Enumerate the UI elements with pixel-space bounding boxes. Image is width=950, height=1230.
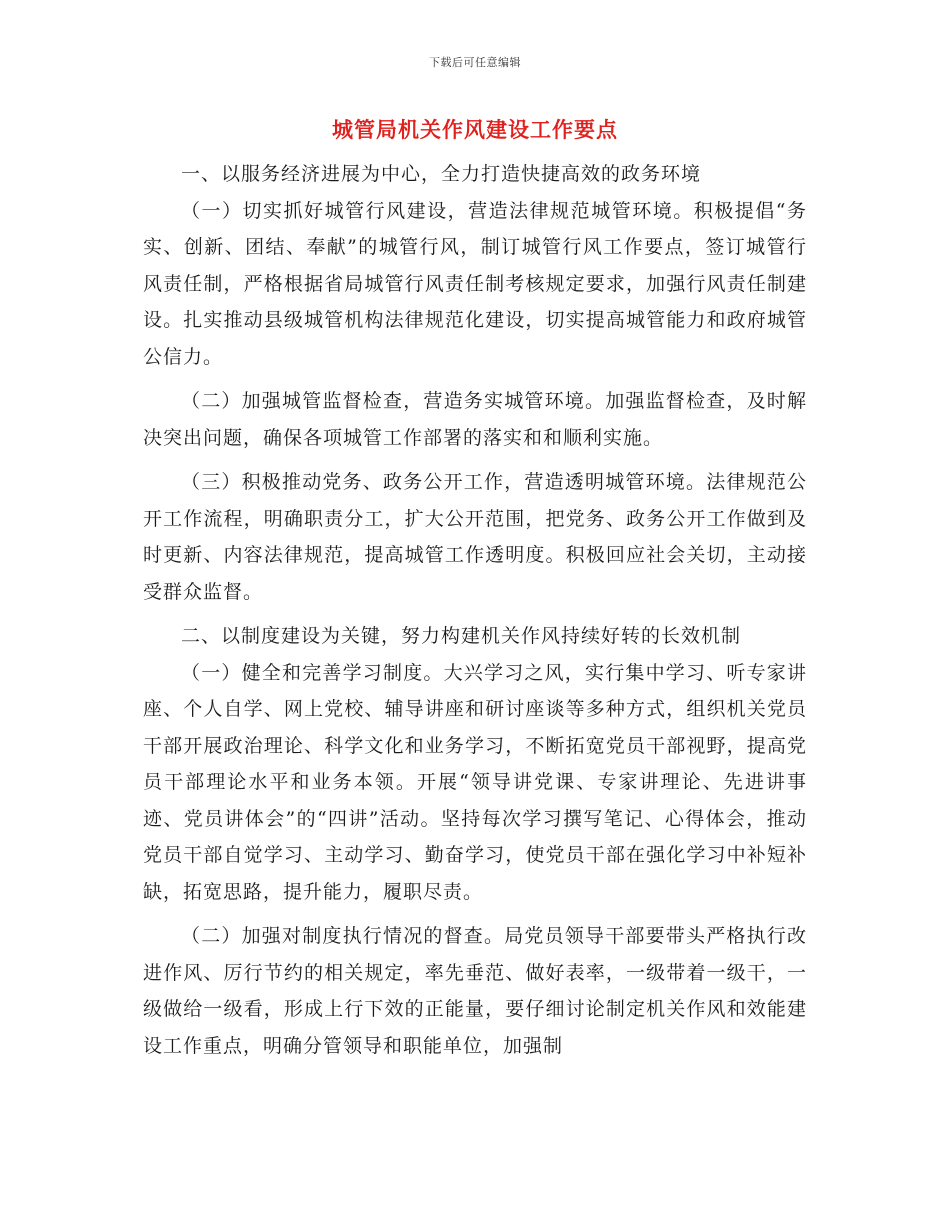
paragraph-1-2: （二）加强城管监督检查，营造务实城管环境。加强监督检查，及时解决突出问题，确保各项城管工作部署的落实和和顺利实施。 [143, 390, 807, 449]
paragraph-1-1: （一）切实抓好城管行风建设，营造法律规范城管环境。积极提倡“务实、创新、团结、奉献”的城管行风，制订城管行风工作要点，签订城管行风责任制，严格根据省局城管行风责任制考核规定要求，加强行风责任制建设。扎实推动县级城管机构法律规范化建设，切实提高城管能力和政府城管公信力。 [143, 199, 807, 368]
paragraph-1-3: （三）积极推动党务、政务公开工作，营造透明城管环境。法律规范公开工作流程，明确职责分工，扩大公开范围，把党务、政务公开工作做到及时更新、内容法律规范，提高城管工作透明度。积极回应社会关切，主动接受群众监督。 [143, 471, 807, 603]
paragraph-2-1: （一）健全和完善学习制度。大兴学习之风，实行集中学习、听专家讲座、个人自学、网上党校、辅导讲座和研讨座谈等多种方式，组织机关党员干部开展政治理论、科学文化和业务学习，不断拓宽党员干部视野，提高党员干部理论水平和业务本领。开展“领导讲党课、专家讲理论、先进讲事迹、党员讲体会”的“四讲”活动。坚持每次学习撰写笔记、心得体会，推动党员干部自觉学习、主动学习、勤奋学习，使党员干部在强化学习中补短补缺，拓宽思路，提升能力，履职尽责。 [143, 661, 807, 903]
section-heading-1: 一、以服务经济进展为中心，全力打造快捷高效的政务环境 [181, 163, 702, 185]
document-title: 城管局机关作风建设工作要点 [332, 117, 618, 142]
header-note: 下载后可任意编辑 [429, 56, 521, 69]
paragraph-2-2: （二）加强对制度执行情况的督查。局党员领导干部要带头严格执行改进作风、厉行节约的相关规定，率先垂范、做好表率，一级带着一级干，一级做给一级看，形成上行下效的正能量，要仔细讨论制定机关作风和效能建设工作重点，明确分管领导和职能单位，加强制 [143, 925, 807, 1057]
section-heading-2: 二、以制度建设为关键，努力构建机关作风持续好转的长效机制 [181, 625, 742, 647]
document-body [143, 156, 807, 1072]
